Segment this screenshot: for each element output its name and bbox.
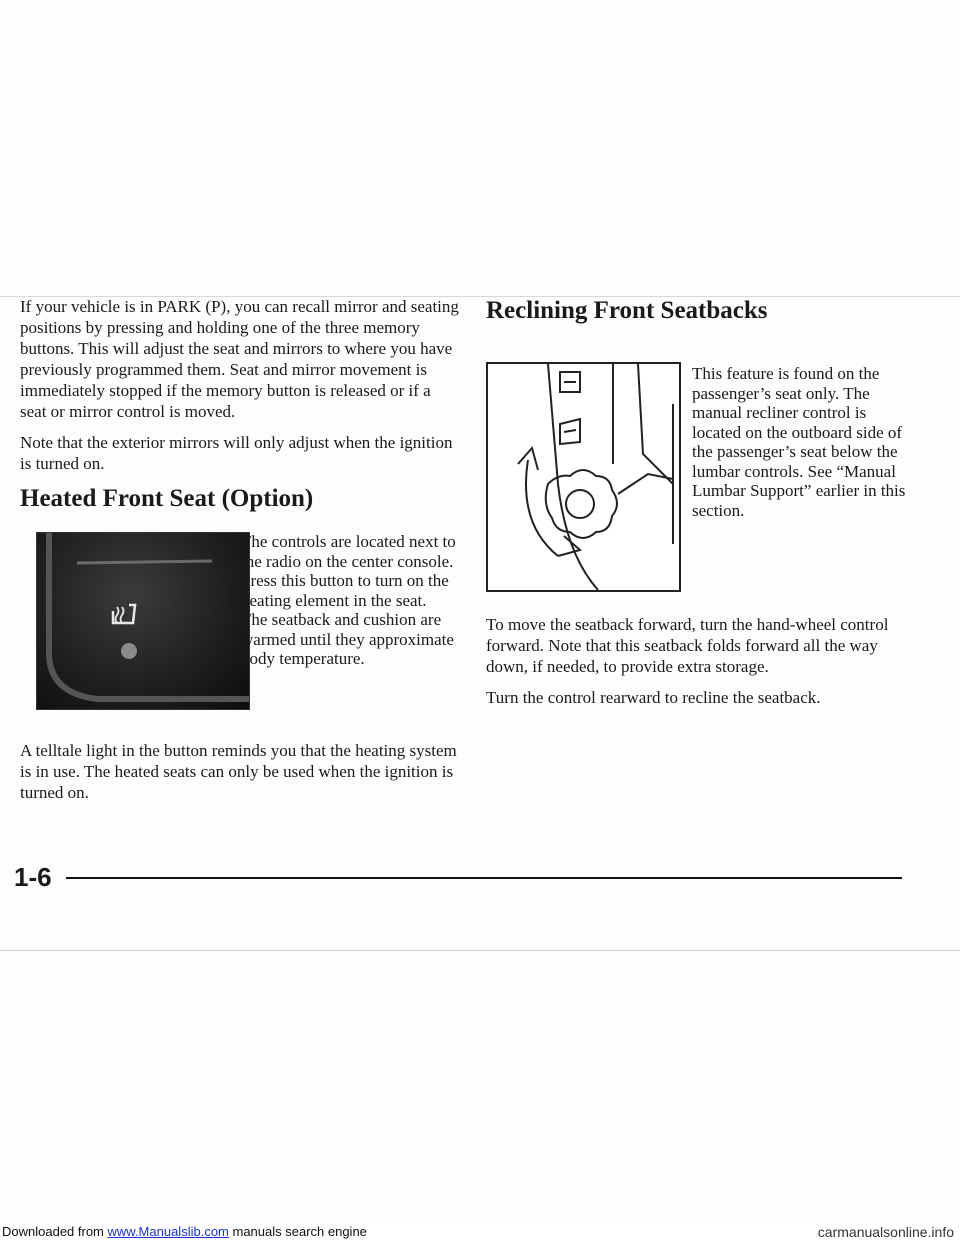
manualslib-link[interactable]: www.Manualslib.com xyxy=(107,1224,229,1239)
heated-seat-block xyxy=(20,532,460,720)
watermark-site: carmanualsonline.info xyxy=(817,1224,954,1240)
right-column xyxy=(486,296,926,707)
left-column xyxy=(20,296,460,813)
banner-prefix: Downloaded from xyxy=(2,1224,108,1239)
heated-seat-control-illustration xyxy=(37,533,249,709)
recliner-control-illustration xyxy=(486,362,681,592)
seat-heater-icon xyxy=(113,605,135,623)
banner-text xyxy=(2,1222,367,1242)
recliner-side-text xyxy=(692,364,906,530)
heated-seat-button-photo xyxy=(36,532,250,710)
seatback-forward-paragraph: To move the seatback forward, turn the hand-wheel control forward. Note that this seatback folds forward all the way down, if needed, to provide extra storage. xyxy=(486,615,889,676)
page-number: 1-6 xyxy=(14,862,52,892)
lumbar-control-icon xyxy=(560,372,580,444)
seatback-recline-paragraph: Turn the control rearward to recline the seatback. xyxy=(486,688,821,707)
reclining-seatbacks-heading: Reclining Front Seatbacks xyxy=(486,297,768,324)
heated-seat-heading: Heated Front Seat (Option) xyxy=(20,485,314,512)
memory-recall-paragraph: If your vehicle is in PARK (P), you can recall mirror and seating positions by pressing and holding one of the three memory buttons. This will adjust the seat and mirrors to where you have previously programmed them. Seat and mirror movement is immediately stopped if the memory button is released or if a seat or mirror control is moved. xyxy=(20,297,459,421)
banner-suffix: manuals search engine xyxy=(228,1224,367,1239)
recliner-instructions xyxy=(486,614,916,718)
telltale-light-icon xyxy=(121,643,137,659)
footer-rule xyxy=(66,877,902,879)
recliner-description: This feature is found on the passenger’s seat only. The manual recliner control is located on the outboard side of the passenger’s seat below the lumbar controls. See “Manual Lumbar Support” earlier in this section. xyxy=(692,364,906,520)
heated-seat-description: The controls are located next to the radio on the center console. Press this button to turn on the heating element in the seat. The seatback and cushion are warmed until they approximate body temperature. xyxy=(241,532,456,668)
bottom-divider xyxy=(0,950,960,951)
exterior-mirrors-note: Note that the exterior mirrors will only adjust when the ignition is turned on. xyxy=(20,433,453,473)
heated-seat-text xyxy=(241,532,456,679)
telltale-light-paragraph: A telltale light in the button reminds you that the heating system is in use. The heated seats can only be used when the ignition is turned on. xyxy=(20,741,457,802)
download-banner xyxy=(0,1222,960,1242)
recliner-diagram xyxy=(488,364,679,590)
recliner-handwheel-icon xyxy=(546,470,617,538)
